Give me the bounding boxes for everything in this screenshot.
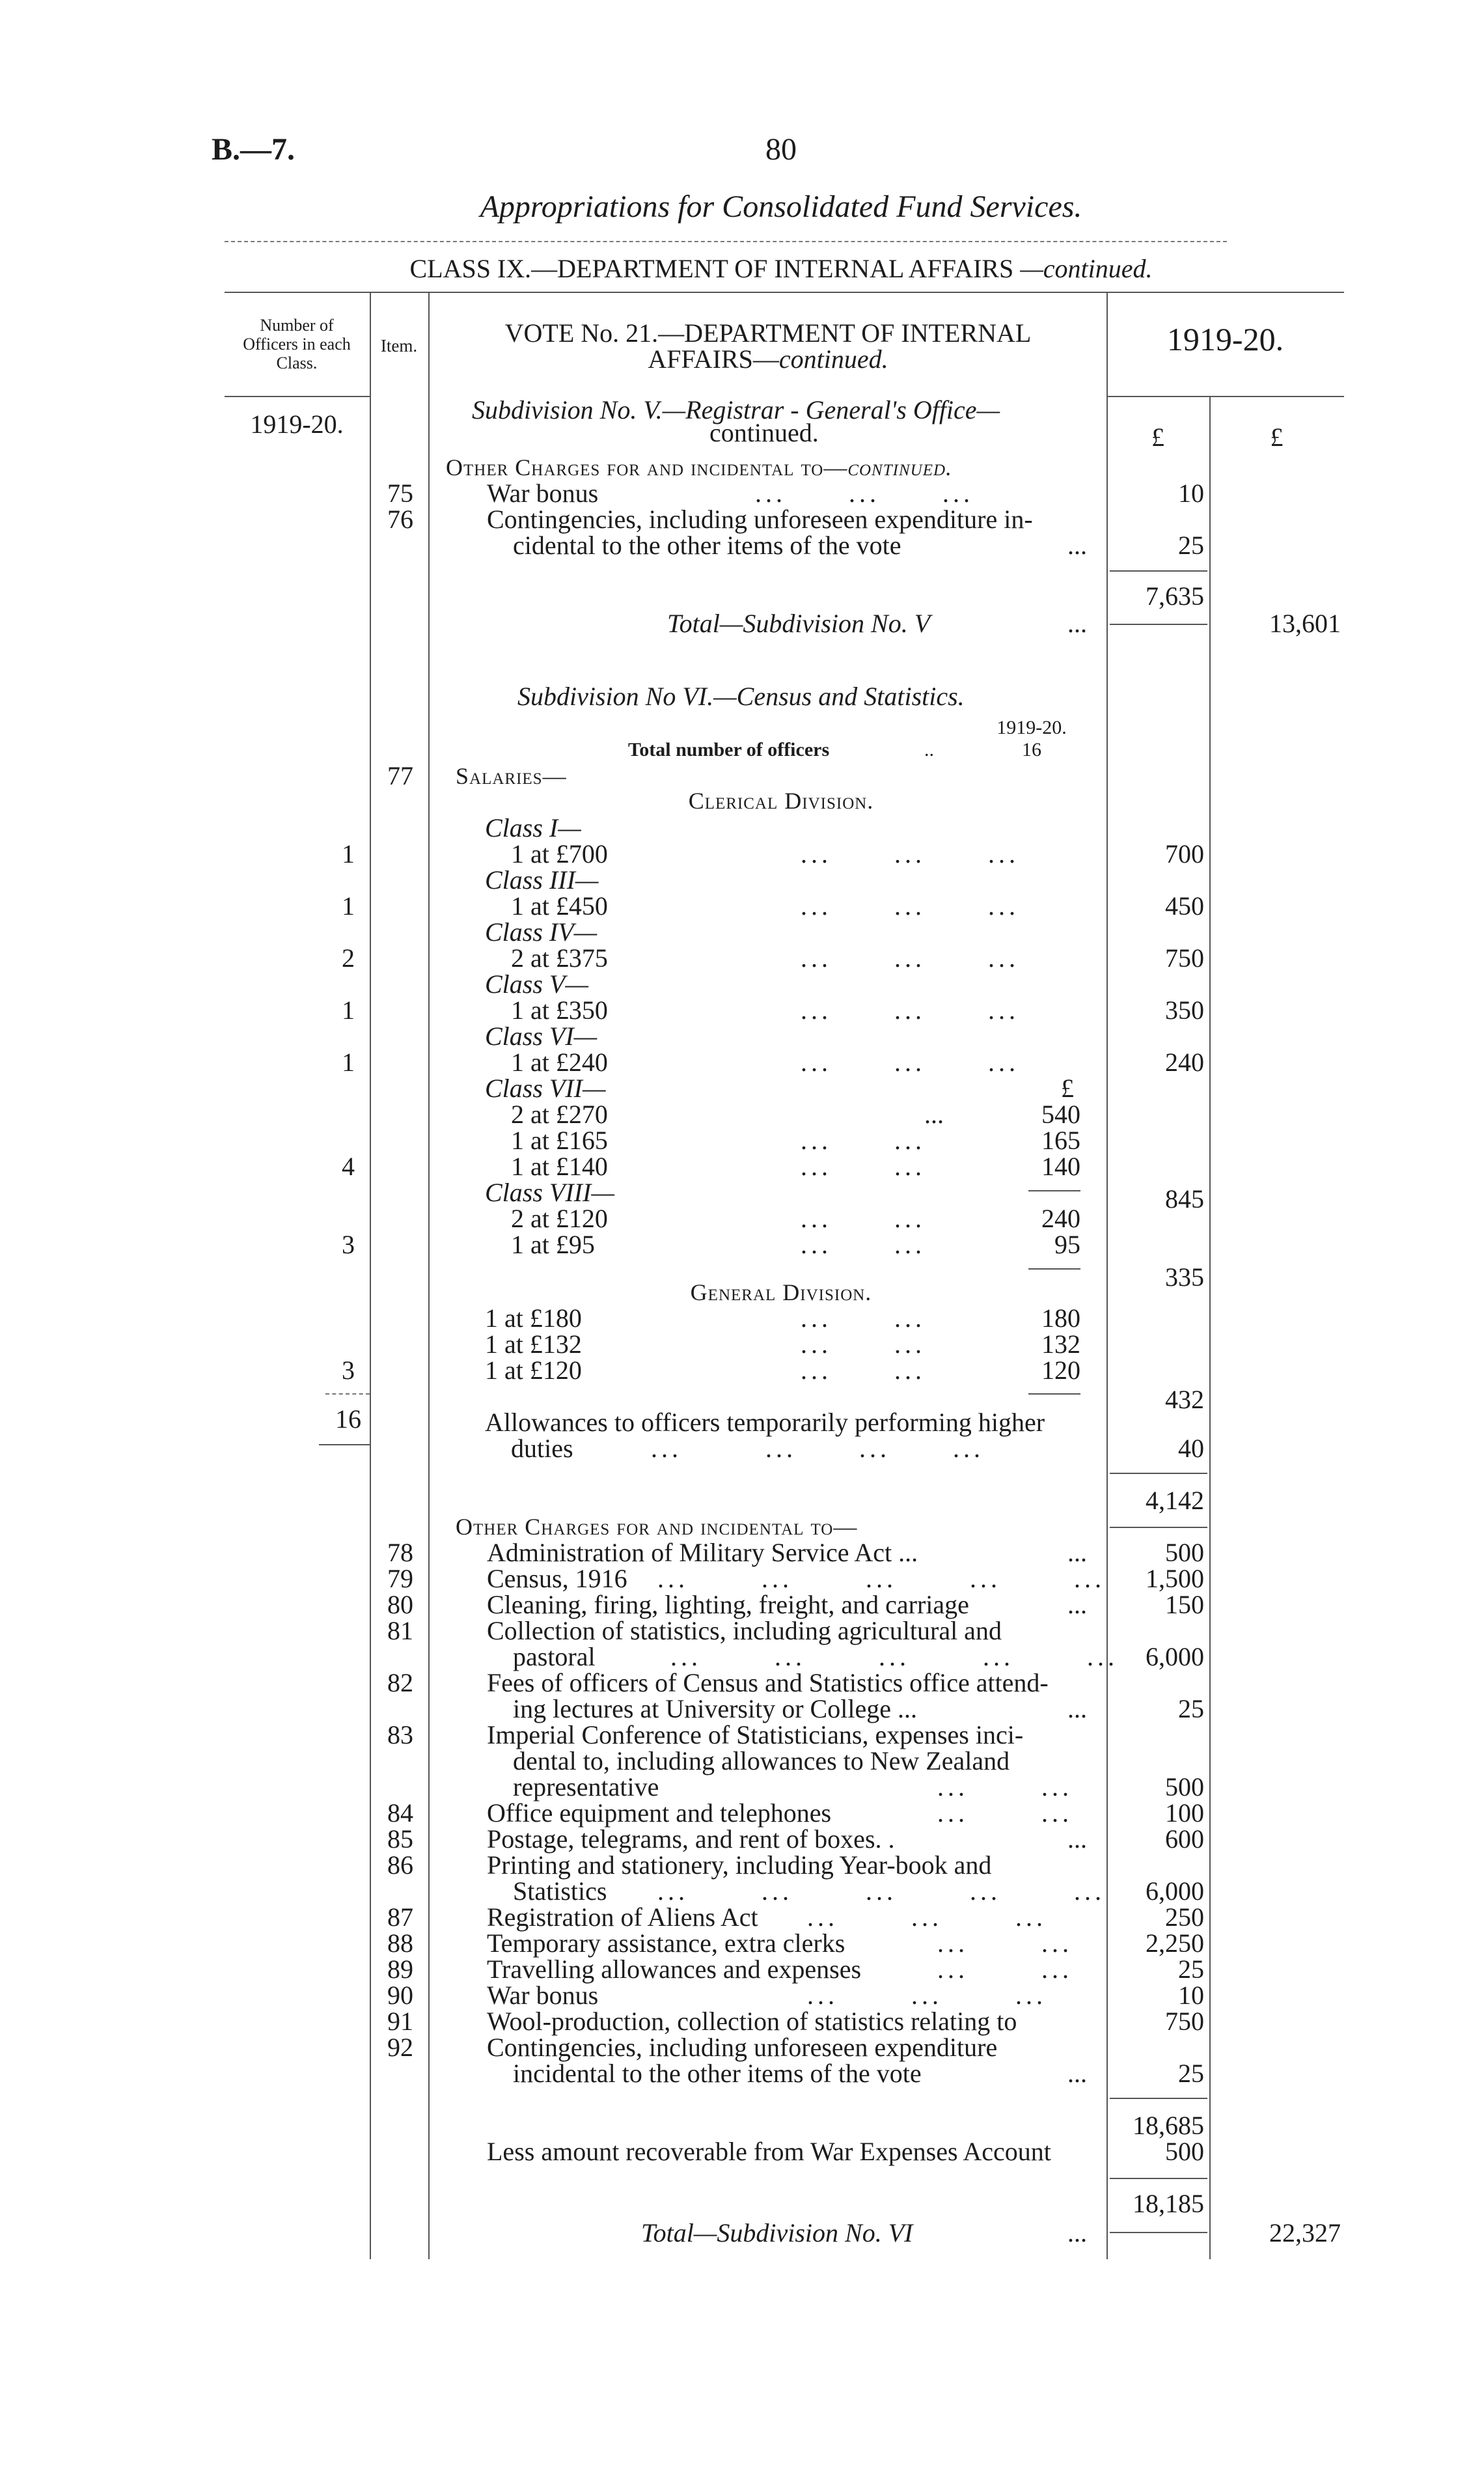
charge-description: War bonus (487, 479, 599, 508)
general-division-heading: General Division. (690, 1279, 872, 1305)
charge-amount: 25 (1178, 1694, 1204, 1723)
subdivision-5-heading-cont: continued. (709, 418, 819, 447)
officer-count: 1 (342, 995, 355, 1025)
subdivision-6-total: 22,327 (1269, 2218, 1341, 2247)
subdivision-5-total: 13,601 (1269, 609, 1341, 638)
less-recoverable-label: Less amount recoverable from War Expenses Account (487, 2137, 1051, 2166)
charge-description: Registration of Aliens Act (487, 1902, 758, 1932)
document-code: B.—7. (212, 132, 295, 167)
charge-description: Cleaning, firing, lighting, freight, and carriage (487, 1590, 969, 1619)
leader-dots: ... ... ... (801, 891, 1019, 921)
leader-dots: ... ... ... ... ... (657, 1564, 1105, 1593)
leader-dots: ... (1067, 2059, 1087, 2088)
charge-amount: 2,250 (1146, 1928, 1204, 1958)
leader-dots: ... ... ... (801, 995, 1019, 1025)
inner-sum-rule (1028, 1190, 1080, 1191)
subdivision-5-heading: Subdivision No. V.—Registrar - General's Office— (472, 395, 1000, 424)
item-number: 81 (387, 1616, 413, 1645)
year-header-rule (1106, 396, 1344, 397)
item-number: 89 (387, 1954, 413, 1984)
leader-dots: ... (1067, 2218, 1087, 2247)
charge-amount: 10 (1178, 1981, 1204, 2010)
officers-column-header: Number of Officers in each Class. (243, 316, 351, 372)
officer-count: 4 (342, 1152, 355, 1181)
charge-amount: 10 (1178, 479, 1204, 508)
officers-year-small: 1919-20. (996, 717, 1067, 738)
salary-rate: 1 at £700 (511, 839, 608, 869)
salary-rate: 1 at £132 (485, 1329, 582, 1359)
leader-dots: ... (1067, 609, 1087, 638)
charge-amount: 6,000 (1146, 1642, 1204, 1671)
salary-rate: 1 at £140 (511, 1152, 608, 1181)
total-officers-count: 16 (1022, 739, 1041, 760)
class-label: Class IV— (485, 917, 598, 947)
leader-dots: ... ... ... ... ... (670, 1642, 1118, 1671)
charge-description: Contingencies, including unforeseen expenditure (487, 2033, 998, 2062)
salary-amount: 240 (1165, 1048, 1204, 1077)
item-number: 75 (387, 479, 413, 508)
leader-dots: ... ... ... ... (651, 1434, 984, 1463)
charge-amount: 150 (1165, 1590, 1204, 1619)
salary-rate: 1 at £240 (511, 1048, 608, 1077)
class-label: Class III— (485, 865, 599, 895)
officers-sum-rule (325, 1393, 370, 1395)
leader-dots: ... ... (801, 1230, 926, 1259)
charge-amount: 25 (1178, 1954, 1204, 1984)
class-label: Class VII— (485, 1074, 606, 1103)
inner-amount: 540 (1041, 1100, 1080, 1129)
pound-sign-total: £ (1270, 423, 1284, 452)
charge-amount: 600 (1165, 1824, 1204, 1854)
inner-amount: 120 (1041, 1356, 1080, 1385)
salary-amount: 432 (1165, 1385, 1204, 1414)
charge-description: Travelling allowances and expenses (487, 1954, 862, 1984)
officers-header-rule (225, 396, 371, 397)
charge-description-cont: cidental to the other items of the vote (513, 531, 901, 560)
officer-count: 3 (342, 1230, 355, 1259)
leader-dots: ... ... (801, 1152, 926, 1181)
leader-dots: ... ... (801, 1303, 926, 1333)
item-number: 92 (387, 2033, 413, 2062)
charge-description: Administration of Military Service Act ... (487, 1538, 918, 1567)
leader-dots: ... (1067, 1694, 1087, 1723)
item-number: 83 (387, 1720, 413, 1749)
item-number: 82 (387, 1668, 413, 1697)
charge-description: Collection of statistics, including agricultural and (487, 1616, 1002, 1645)
leader-dots: ... (1067, 1824, 1087, 1854)
leader-dots: ... (1067, 531, 1087, 560)
charge-amount: 750 (1165, 2007, 1204, 2036)
salary-rate: 2 at £270 (511, 1100, 608, 1129)
item-number: 79 (387, 1564, 413, 1593)
salary-rate: 1 at £165 (511, 1126, 608, 1155)
salary-rate: 1 at £95 (511, 1230, 595, 1259)
item-number: 88 (387, 1928, 413, 1958)
subdivision-6-heading: Subdivision No VI.—Census and Statistics. (517, 682, 965, 711)
charge-description: Printing and stationery, including Year-book and (487, 1850, 992, 1880)
year-heading: 1919-20. (1166, 321, 1284, 357)
subdivision-5-total-label: Total—Subdivision No. V (667, 609, 931, 638)
charge-description-cont: incidental to the other items of the vote (513, 2059, 922, 2088)
amount-column-divider (1106, 292, 1108, 2259)
charge-amount: 500 (1165, 1772, 1204, 1801)
allowances-amount: 40 (1178, 1434, 1204, 1463)
salary-rate: 2 at £120 (511, 1204, 608, 1233)
subtotal-rule (1110, 1527, 1207, 1528)
charge-description: War bonus (487, 1981, 599, 2010)
charge-description: Wool-production, collection of statistics relating to (487, 2007, 1017, 2036)
item-number: 91 (387, 2007, 413, 2036)
leader-dots: ... ... (801, 1356, 926, 1385)
officer-count: 3 (342, 1356, 355, 1385)
charge-description-cont: ing lectures at University or College ... (513, 1694, 917, 1723)
inner-amount: 180 (1041, 1303, 1080, 1333)
item-number: 77 (387, 761, 413, 790)
salary-amount: 350 (1165, 995, 1204, 1025)
officers-total-rule (319, 1444, 370, 1445)
charge-amount: 6,000 (1146, 1876, 1204, 1906)
subtotal-rule (1110, 2098, 1207, 2099)
subtotal-rule (1110, 2232, 1207, 2233)
leader-dots: ... ... (937, 1798, 1073, 1828)
inner-amount: 165 (1041, 1126, 1080, 1155)
table-top-rule (225, 292, 1344, 293)
officers-total: 16 (335, 1404, 361, 1434)
other-charges-heading: Other Charges for and incidental to— (456, 1514, 858, 1540)
salary-rate: 1 at £120 (485, 1356, 582, 1385)
item-number: 84 (387, 1798, 413, 1828)
item-number: 87 (387, 1902, 413, 1932)
charge-amount: 500 (1165, 1538, 1204, 1567)
leader-dots: ... ... ... (807, 1902, 1047, 1932)
salaries-subtotal: 4,142 (1146, 1486, 1204, 1515)
officer-count: 2 (342, 943, 355, 973)
item-column-header: Item. (380, 336, 418, 355)
leader-dots: ... (1067, 1590, 1087, 1619)
charge-description-cont: Statistics (513, 1876, 607, 1906)
salaries-heading: Salaries— (456, 763, 567, 789)
class-heading: CLASS IX.—DEPARTMENT OF INTERNAL AFFAIRS —continued. (409, 254, 1153, 283)
charge-description: Fees of officers of Census and Statistics office attend- (487, 1668, 1049, 1697)
leader-dots: ... ... (801, 1126, 926, 1155)
class-label: Class VIII— (485, 1178, 614, 1207)
officers-column-divider (370, 292, 371, 2259)
leader-dots: ... ... ... ... ... (657, 1876, 1105, 1906)
class-label: Class I— (485, 813, 581, 842)
vote-heading: VOTE No. 21.—DEPARTMENT OF INTERNAL AFFAIRS—continued. (504, 318, 1032, 374)
subtotal-rule (1110, 1473, 1207, 1474)
allowances-description-cont: duties (511, 1434, 573, 1463)
charge-description: Office equipment and telephones (487, 1798, 832, 1828)
other-charges-heading: Other Charges for and incidental to—continued. (446, 454, 953, 480)
leader-dots: ... ... ... (801, 1048, 1019, 1077)
charge-amount: 250 (1165, 1902, 1204, 1932)
subdivision-5-subtotal: 7,635 (1146, 581, 1204, 611)
item-column-divider (428, 292, 430, 2259)
total-column-divider (1209, 397, 1211, 2259)
pound-sign-inner: £ (1061, 1074, 1074, 1103)
officer-count: 1 (342, 1048, 355, 1077)
page-number: 80 (765, 132, 797, 167)
charge-description: Imperial Conference of Statisticians, expenses inci- (487, 1720, 1024, 1749)
charge-amount: 25 (1178, 531, 1204, 560)
officer-count: 1 (342, 891, 355, 921)
salary-rate: 1 at £180 (485, 1303, 582, 1333)
leader-dots: ... ... (801, 1204, 926, 1233)
charge-description-cont: dental to, including allowances to New Zealand (513, 1746, 1010, 1775)
leader-dots: ... ... (801, 1329, 926, 1359)
salary-rate: 2 at £375 (511, 943, 608, 973)
item-number: 76 (387, 505, 413, 534)
charge-amount: 100 (1165, 1798, 1204, 1828)
inner-amount: 132 (1041, 1329, 1080, 1359)
inner-amount: 140 (1041, 1152, 1080, 1181)
gross-total: 18,685 (1133, 2111, 1204, 2140)
leader-dots: ... (1067, 1538, 1087, 1567)
pound-sign-amount: £ (1151, 423, 1164, 452)
item-number: 86 (387, 1850, 413, 1880)
inner-sum-rule (1028, 1393, 1080, 1395)
salary-amount: 450 (1165, 891, 1204, 921)
salary-amount: 845 (1165, 1184, 1204, 1214)
salary-amount: 335 (1165, 1262, 1204, 1292)
page-title: Appropriations for Consolidated Fund Services. (480, 189, 1082, 224)
charge-description: Temporary assistance, extra clerks (487, 1928, 845, 1958)
allowances-description: Allowances to officers temporarily performing higher (485, 1408, 1045, 1437)
charge-description: Postage, telegrams, and rent of boxes. . (487, 1824, 895, 1854)
net-total: 18,185 (1133, 2189, 1204, 2218)
leader-dots: ... ... ... (807, 1981, 1047, 2010)
salary-rate: 1 at £350 (511, 995, 608, 1025)
leader-dots: ... ... ... (801, 839, 1019, 869)
inner-amount: 240 (1041, 1204, 1080, 1233)
leader-dots: ... ... (937, 1772, 1073, 1801)
salary-rate: 1 at £450 (511, 891, 608, 921)
leader-dots: ... ... (937, 1928, 1073, 1958)
inner-amount: 95 (1054, 1230, 1080, 1259)
leader-dots: ... ... ... (755, 479, 974, 508)
leader-dots: ... (924, 1100, 944, 1129)
officers-year: 1919-20. (250, 410, 344, 439)
charge-amount: 25 (1178, 2059, 1204, 2088)
salary-amount: 750 (1165, 943, 1204, 973)
less-recoverable-amount: 500 (1165, 2137, 1204, 2166)
item-number: 78 (387, 1538, 413, 1567)
subtotal-rule (1110, 624, 1207, 625)
total-officers-label: Total number of officers (628, 739, 830, 760)
charge-description-cont: pastoral (513, 1642, 596, 1671)
item-number: 90 (387, 1981, 413, 2010)
officer-count: 1 (342, 839, 355, 869)
charge-description: Contingencies, including unforeseen expenditure in- (487, 505, 1033, 534)
subdivision-6-total-label: Total—Subdivision No. VI (641, 2218, 913, 2247)
class-label: Class V— (485, 969, 588, 999)
item-number: 80 (387, 1590, 413, 1619)
class-label: Class VI— (485, 1022, 598, 1051)
title-rule (225, 241, 1227, 242)
charge-amount: 1,500 (1146, 1564, 1204, 1593)
inner-sum-rule (1028, 1268, 1080, 1270)
leader-dots: .. (924, 739, 934, 760)
salary-amount: 700 (1165, 839, 1204, 869)
subtotal-rule (1110, 570, 1207, 572)
clerical-division-heading: Clerical Division. (688, 788, 874, 814)
charge-description: Census, 1916 (487, 1564, 627, 1593)
leader-dots: ... ... ... (801, 943, 1019, 973)
charge-description-cont: representative (513, 1772, 659, 1801)
item-number: 85 (387, 1824, 413, 1854)
leader-dots: ... ... (937, 1954, 1073, 1984)
subtotal-rule (1110, 2178, 1207, 2179)
